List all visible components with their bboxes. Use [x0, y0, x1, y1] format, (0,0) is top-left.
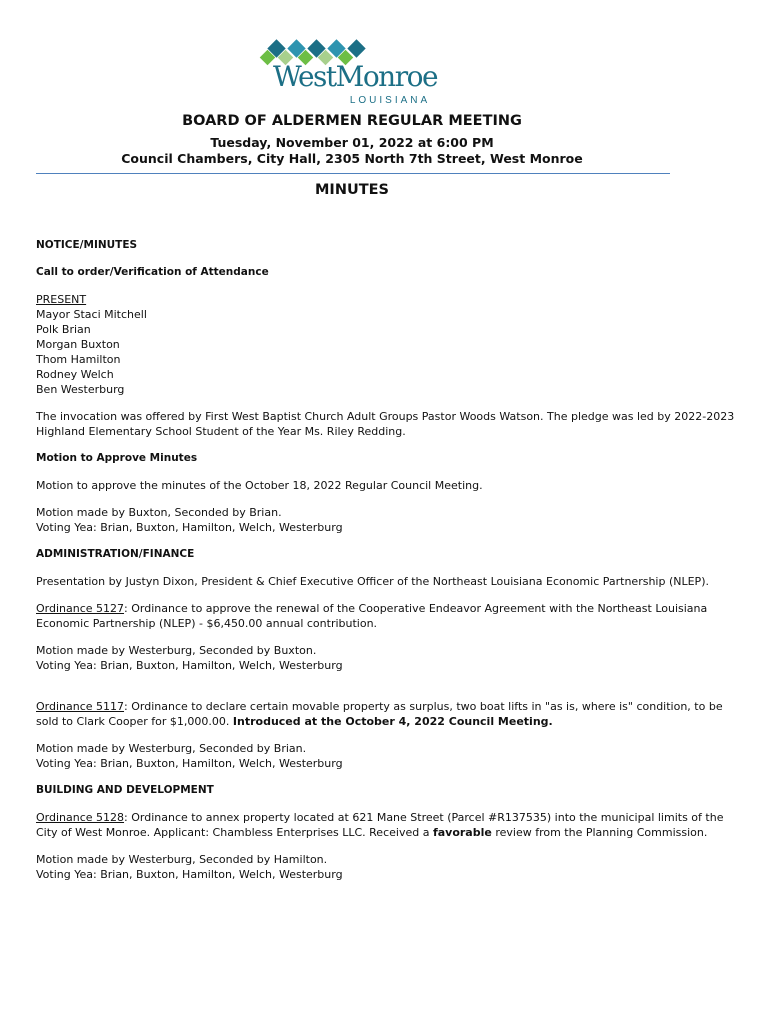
- attendee: Rodney Welch: [36, 368, 114, 381]
- ordinance-5117-paragraph: [36, 699, 736, 729]
- approve-minutes-text: Motion to approve the minutes of the October 18, 2022 Regular Council Meeting.: [36, 479, 483, 492]
- attendee: Morgan Buxton: [36, 338, 120, 351]
- vote-line: Voting Yea: Brian, Buxton, Hamilton, Welch, Westerburg: [36, 868, 343, 881]
- motion-block: [36, 643, 736, 673]
- ordinance-text: : Ordinance to annex property located at 621 Mane Street (Parcel #R137535) into the municipal limits of the City of West Monroe. Applicant: Chambless Enterprises LLC. Received a: [36, 811, 724, 839]
- ordinance-number: Ordinance 5117: [36, 700, 125, 713]
- section-admin-heading: ADMINISTRATION/FINANCE: [36, 548, 195, 560]
- ordinance-emphasis: favorable: [432, 826, 492, 839]
- ordinance-text: : Ordinance to approve the renewal of the Cooperative Endeavor Agreement with the Northeast Louisiana Economic Partnership (NLEP) - $6,450.00 annual contribution.: [36, 602, 708, 630]
- ordinance-note: Introduced at the October 4, 2022 Council Meeting.: [232, 715, 553, 728]
- motion-line: Motion made by Westerburg, Seconded by Buxton.: [36, 644, 317, 657]
- header-divider: [36, 173, 670, 174]
- vote-line: Voting Yea: Brian, Buxton, Hamilton, Welch, Westerburg: [36, 521, 343, 534]
- ordinance-text: : Ordinance to declare certain movable property as surplus, two boat lifts in "as is, where is" condition, to be sold to Clark Cooper for $1,000.00.: [36, 700, 723, 728]
- motion-line: Motion made by Buxton, Seconded by Brian.: [36, 506, 282, 519]
- attendee: Ben Westerburg: [36, 383, 125, 396]
- presentation-paragraph: Presentation by Justyn Dixon, President & Chief Executive Officer of the Northeast Louisiana Economic Partnership (NLEP).: [36, 575, 709, 588]
- approve-minutes-heading: Motion to Approve Minutes: [36, 452, 198, 464]
- logo-state: LOUISIANA: [349, 95, 431, 106]
- call-to-order-heading: Call to order/Verification of Attendance: [36, 266, 269, 278]
- ordinance-5127-paragraph: [36, 601, 736, 631]
- meeting-date: Tuesday, November 01, 2022 at 6:00 PM: [210, 135, 494, 150]
- motion-block: [36, 505, 736, 535]
- ordinance-5128-paragraph: [36, 810, 736, 840]
- ordinance-number: Ordinance 5128: [36, 811, 125, 824]
- document-type: MINUTES: [315, 182, 389, 198]
- ordinance-number: Ordinance 5127: [36, 602, 125, 615]
- meeting-title: BOARD OF ALDERMEN REGULAR MEETING: [182, 113, 522, 129]
- present-label: PRESENT: [36, 293, 87, 306]
- attendee: Thom Hamilton: [36, 353, 121, 366]
- motion-line: Motion made by Westerburg, Seconded by Brian.: [36, 742, 307, 755]
- ordinance-text-end: review from the Planning Commission.: [491, 826, 708, 839]
- vote-line: Voting Yea: Brian, Buxton, Hamilton, Welch, Westerburg: [36, 757, 343, 770]
- section-building-heading: BUILDING AND DEVELOPMENT: [36, 784, 214, 796]
- section-notice-heading: NOTICE/MINUTES: [36, 239, 138, 251]
- attendee: Polk Brian: [36, 323, 91, 336]
- logo-wordmark: WestMonroe: [272, 60, 438, 93]
- invocation-paragraph: The invocation was offered by First West Baptist Church Adult Groups Pastor Woods Watson. The pledge was led by 2022-2023 Highland Elementary School Student of the Year Ms. Riley Redding.: [36, 410, 735, 438]
- meeting-location: Council Chambers, City Hall, 2305 North 7th Street, West Monroe: [121, 151, 583, 166]
- attendee: Mayor Staci Mitchell: [36, 308, 147, 321]
- vote-line: Voting Yea: Brian, Buxton, Hamilton, Welch, Westerburg: [36, 659, 343, 672]
- attendance-list: [36, 292, 736, 397]
- minutes-body: [36, 238, 736, 894]
- motion-block: [36, 852, 736, 882]
- motion-line: Motion made by Westerburg, Seconded by Hamilton.: [36, 853, 328, 866]
- motion-block: [36, 741, 736, 771]
